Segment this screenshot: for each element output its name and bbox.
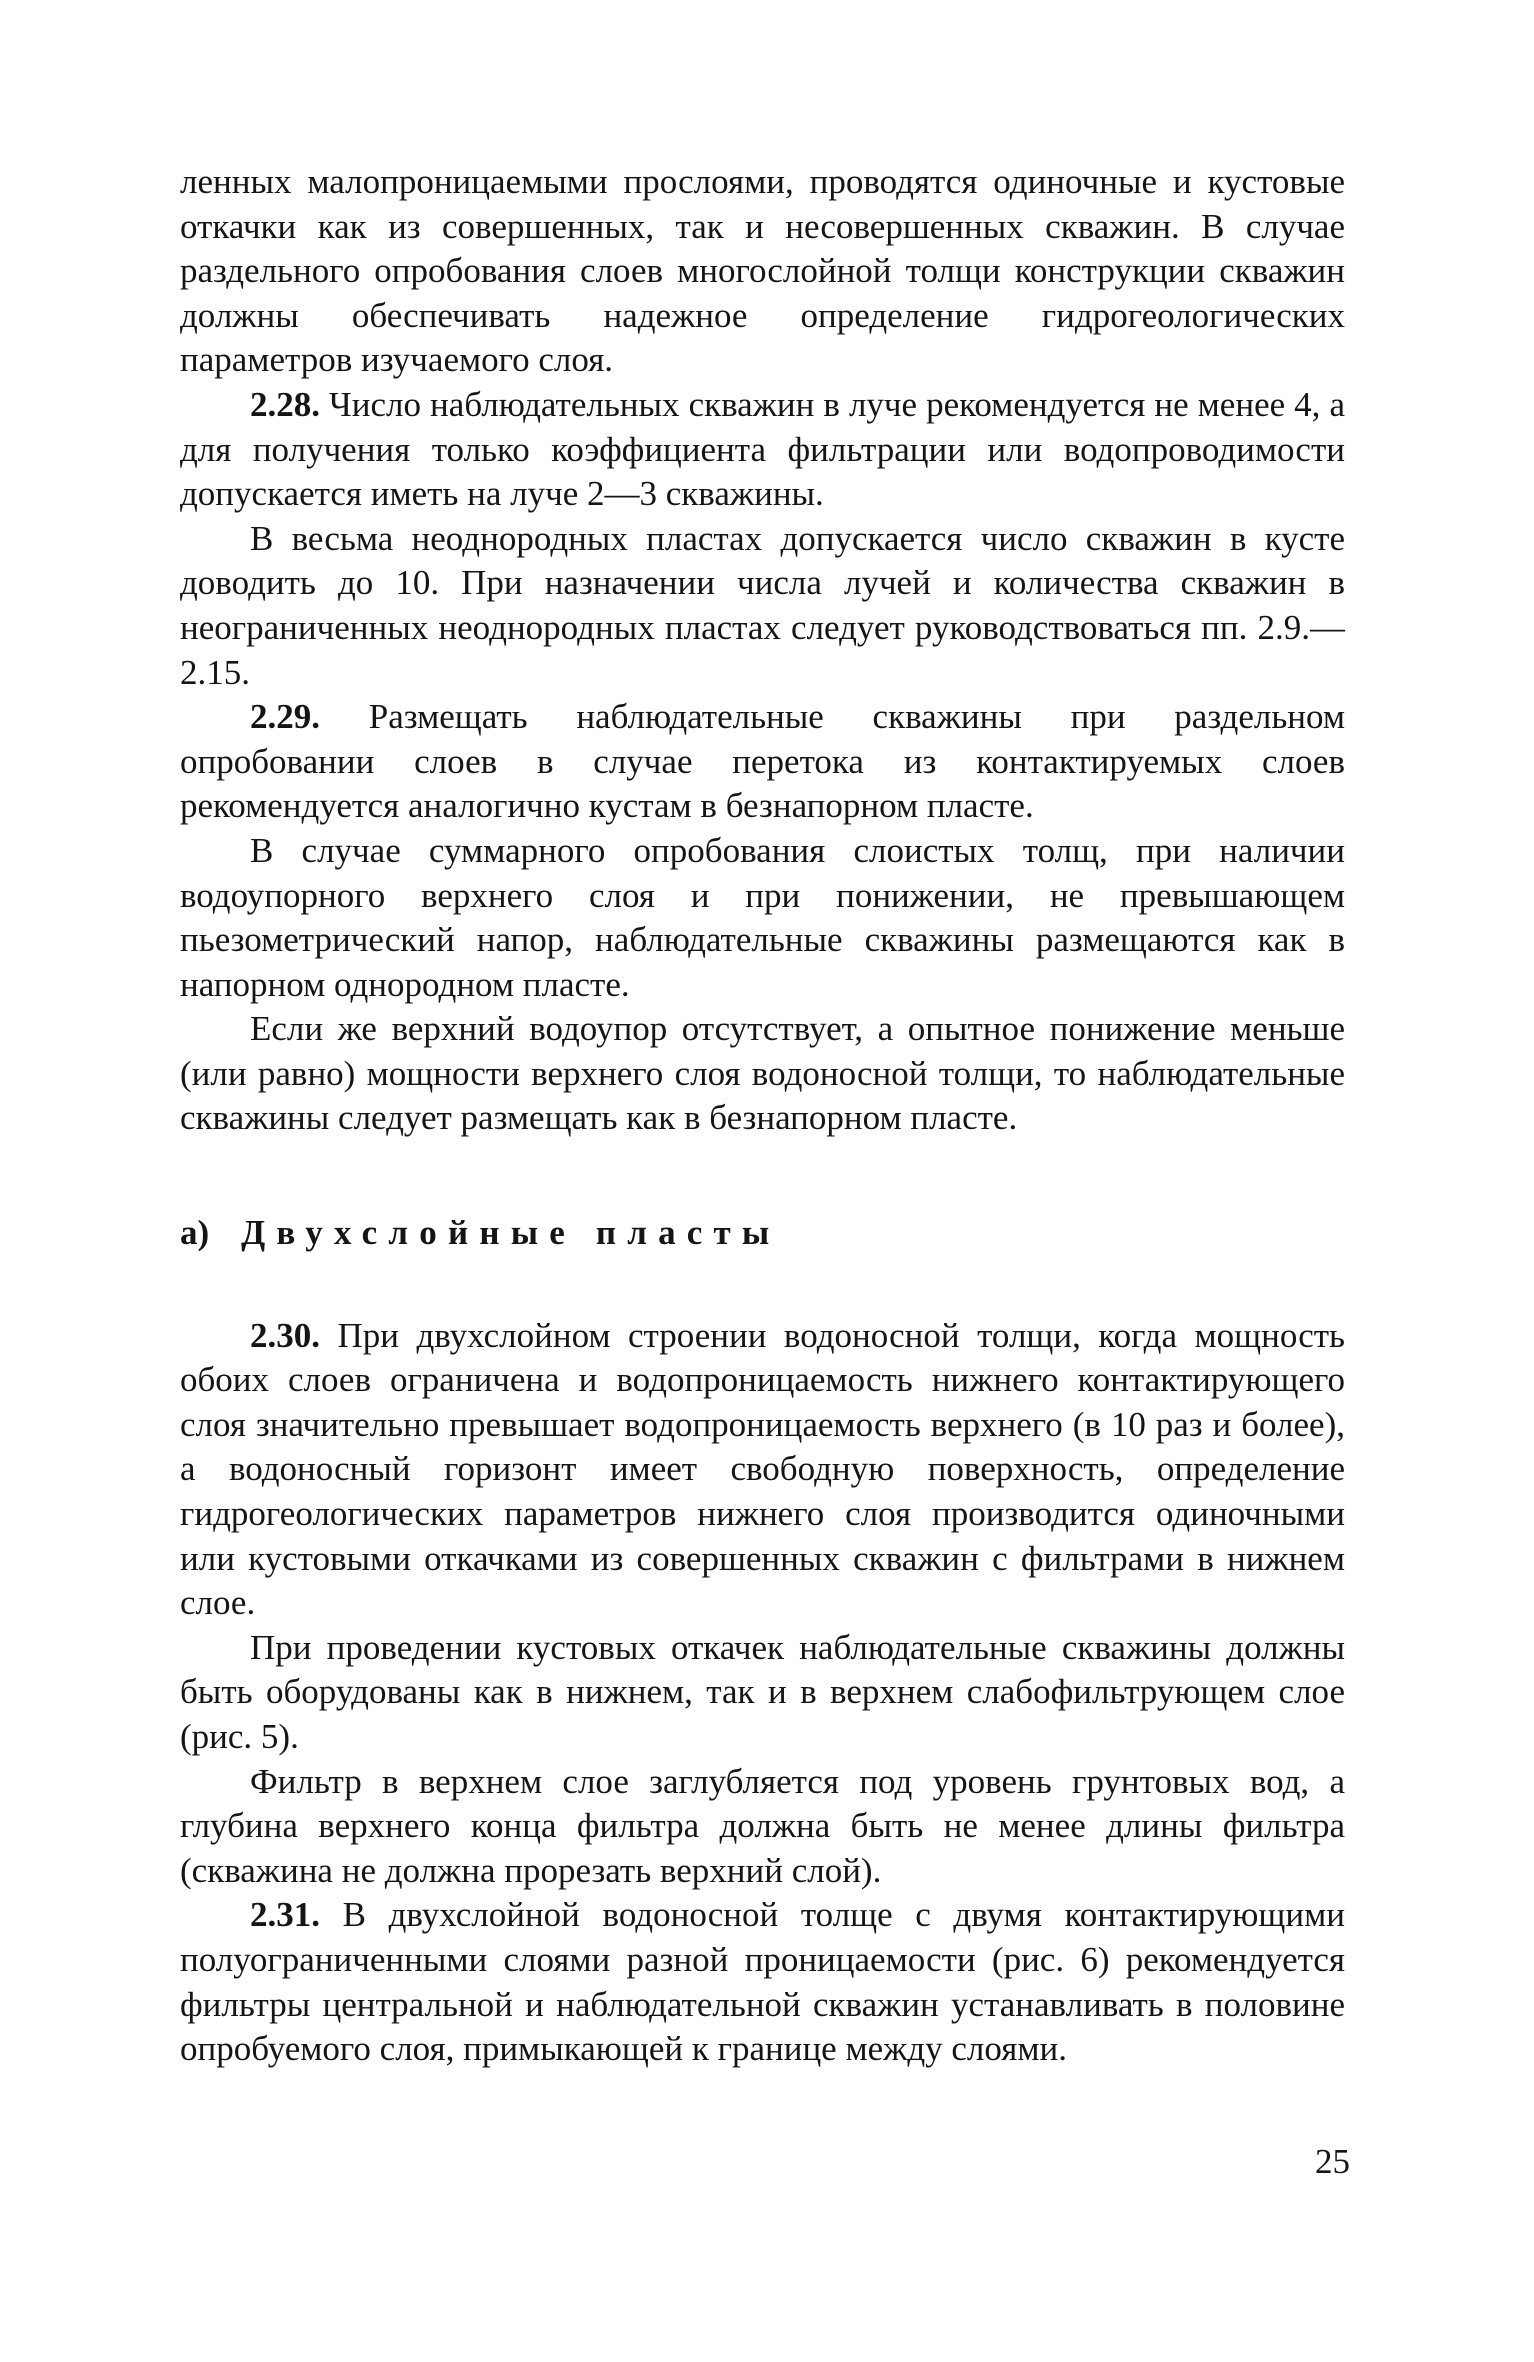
paragraph-2-30-filter-depth: [180, 1760, 1345, 1894]
section-label: а): [180, 1213, 210, 1253]
paragraph-text: Число наблюдательных скважин в луче рекомендуется не менее 4, а для получения только коэффициента фильтрации или водопроводимости допускается иметь на луче 2—3 скважины.: [180, 384, 1345, 514]
clause-number: 2.31.: [250, 1895, 320, 1935]
paragraph-text: В весьма неоднородных пластах допускается число скважин в кусте доводить до 10. При назначении числа лучей и количества скважин в неограниченных неоднородных пластах следует руководствоваться пп. 2.9.—2.15.: [180, 518, 1345, 692]
clause-number: 2.28.: [250, 384, 320, 424]
paragraph-text: В двухслойной водоносной толще с двумя контактирующими полуограниченными слоями разной проницаемости (рис. 6) рекомендуется фильтры центральной и наблюдательной скважин устанавливать в половине опробуемого слоя, примыкающей к границе между слоями.: [180, 1895, 1345, 2069]
paragraph-2-29-summary-testing: [180, 829, 1345, 1007]
paragraph-text: В случае суммарного опробования слоистых толщ, при наличии водоупорного верхнего слоя и при понижении, не превышающем пьезометрический напор, наблюдательные скважины размещаются как в напорном однородном пласте.: [180, 830, 1345, 1004]
paragraph-text: При проведении кустовых откачек наблюдательные скважины должны быть оборудованы как в нижнем, так и в верхнем слабофильтрующем слое (рис. 5).: [180, 1627, 1345, 1756]
paragraph-text: ленных малопроницаемыми прослоями, проводятся одиночные и кустовые откачки как из совершенных, так и несовершенных скважин. В случае раздельного опробования слоев многослойной толщи конструкции скважин должны обеспечивать надежное определение гидрогеологических параметров изучаемого слоя.: [180, 162, 1345, 380]
page-number: 25: [1315, 2142, 1350, 2181]
clause-2-31: [180, 1893, 1345, 2071]
paragraph-continued: [180, 160, 1345, 383]
paragraph-2-30-cluster-pumping: [180, 1626, 1345, 1760]
clause-number: 2.30.: [250, 1315, 320, 1355]
paragraph-text: Если же верхний водоупор отсутствует, а опытное понижение меньше (или равно) мощности верхнего слоя водоносной толщи, то наблюдательные скважины следует размещать как в безнапорном пласте.: [180, 1009, 1345, 1138]
clause-2-28: [180, 383, 1345, 517]
paragraph-text: При двухслойном строении водоносной толщи, когда мощность обоих слоев ограничена и водопроницаемость нижнего контактирующего слоя значительно превышает водопроницаемость верхнего (в 10 раз и более), а водоносный горизонт имеет свободную поверхность, определение гидрогеологических параметров нижнего слоя производится одиночными или кустовыми откачками из совершенных скважин с фильтрами в нижнем слое.: [180, 1315, 1345, 1623]
paragraph-2-28-continuation: [180, 517, 1345, 695]
paragraph-text: Фильтр в верхнем слое заглубляется под уровень грунтовых вод, а глубина верхнего конца фильтра должна быть не менее длины фильтра (скважина не должна прорезать верхний слой).: [180, 1761, 1345, 1890]
section-heading: [180, 1141, 1345, 1314]
paragraph-text: Размещать наблюдательные скважины при раздельном опробовании слоев в случае перетока из контактируемых слоев рекомендуется аналогично кустам в безнапорном пласте.: [180, 697, 1345, 826]
paragraph-2-29-no-aquitard: [180, 1007, 1345, 1141]
body-text: [180, 160, 1345, 2072]
clause-2-30: [180, 1314, 1345, 1626]
clause-2-29: [180, 695, 1345, 829]
clause-number: 2.29.: [250, 697, 320, 737]
section-title: Двухслойные пласты: [241, 1213, 781, 1253]
